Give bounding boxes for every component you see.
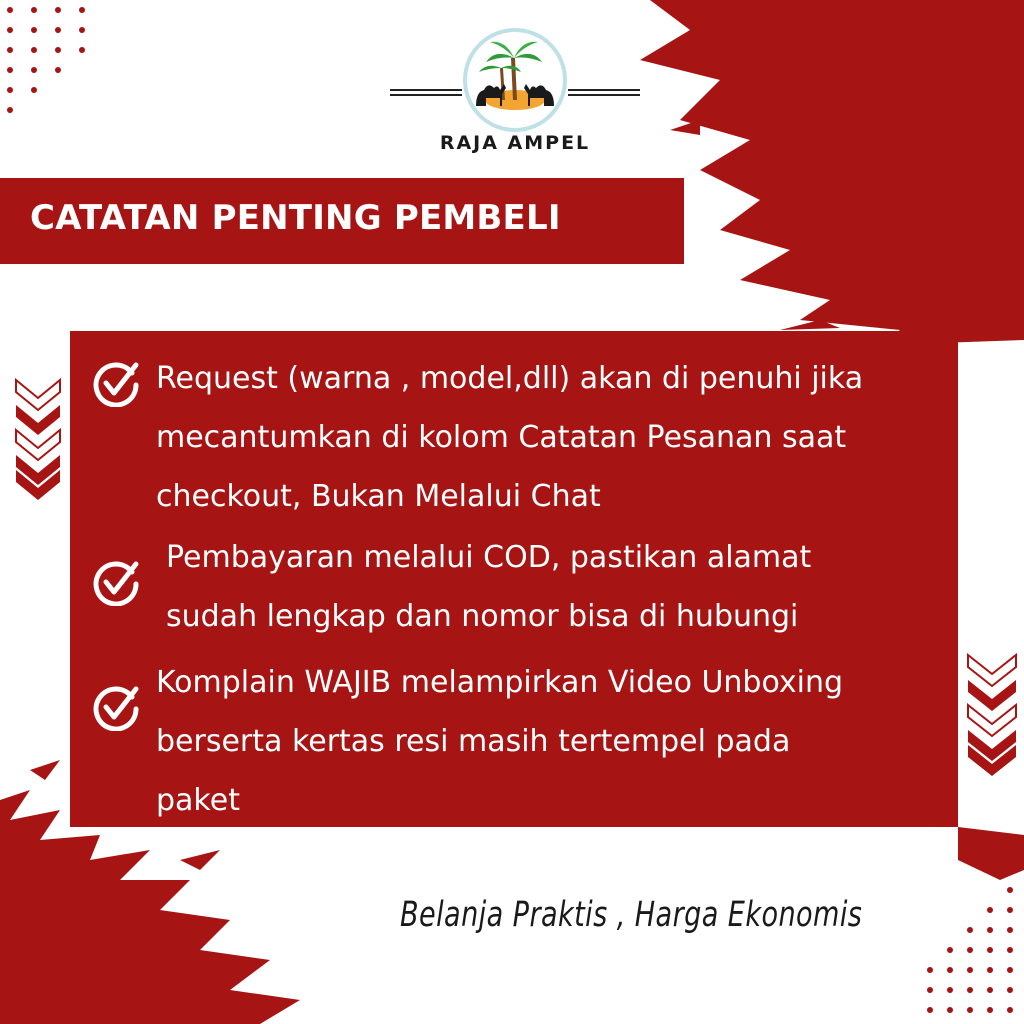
chevron-stack-left-icon — [16, 380, 60, 500]
brush-stroke-bottom-right — [958, 827, 1024, 880]
note-text: Komplain WAJIB melampirkan Video Unboxing berserta kertas resi masih tertempel pada paket — [156, 665, 844, 818]
footer-tagline: Belanja Praktis , Harga Ekonomis — [400, 895, 863, 935]
note-text: Request (warna , model,dll) akan di penuhi jika mecantumkan di kolom Catatan Pesanan saat checkout, Bukan Melalui Chat — [156, 361, 864, 514]
check-circle-icon — [92, 359, 140, 407]
note-text: Pembayaran melalui COD, pastikan alamat sudah lengkap dan nomor bisa di hubungi — [166, 540, 812, 634]
chevron-stack-right-icon — [968, 655, 1016, 776]
dot-pattern-top-left — [7, 7, 85, 113]
notes-panel — [70, 331, 958, 827]
brand-name: RAJA AMPEL — [439, 132, 591, 154]
check-circle-icon — [92, 683, 140, 731]
check-circle-icon — [92, 558, 140, 606]
header-banner — [0, 178, 684, 264]
brush-stroke-top-right — [640, 0, 1024, 345]
dot-pattern-bottom-right — [927, 887, 1013, 1013]
page-title: CATATAN PENTING PEMBELI — [30, 198, 561, 238]
